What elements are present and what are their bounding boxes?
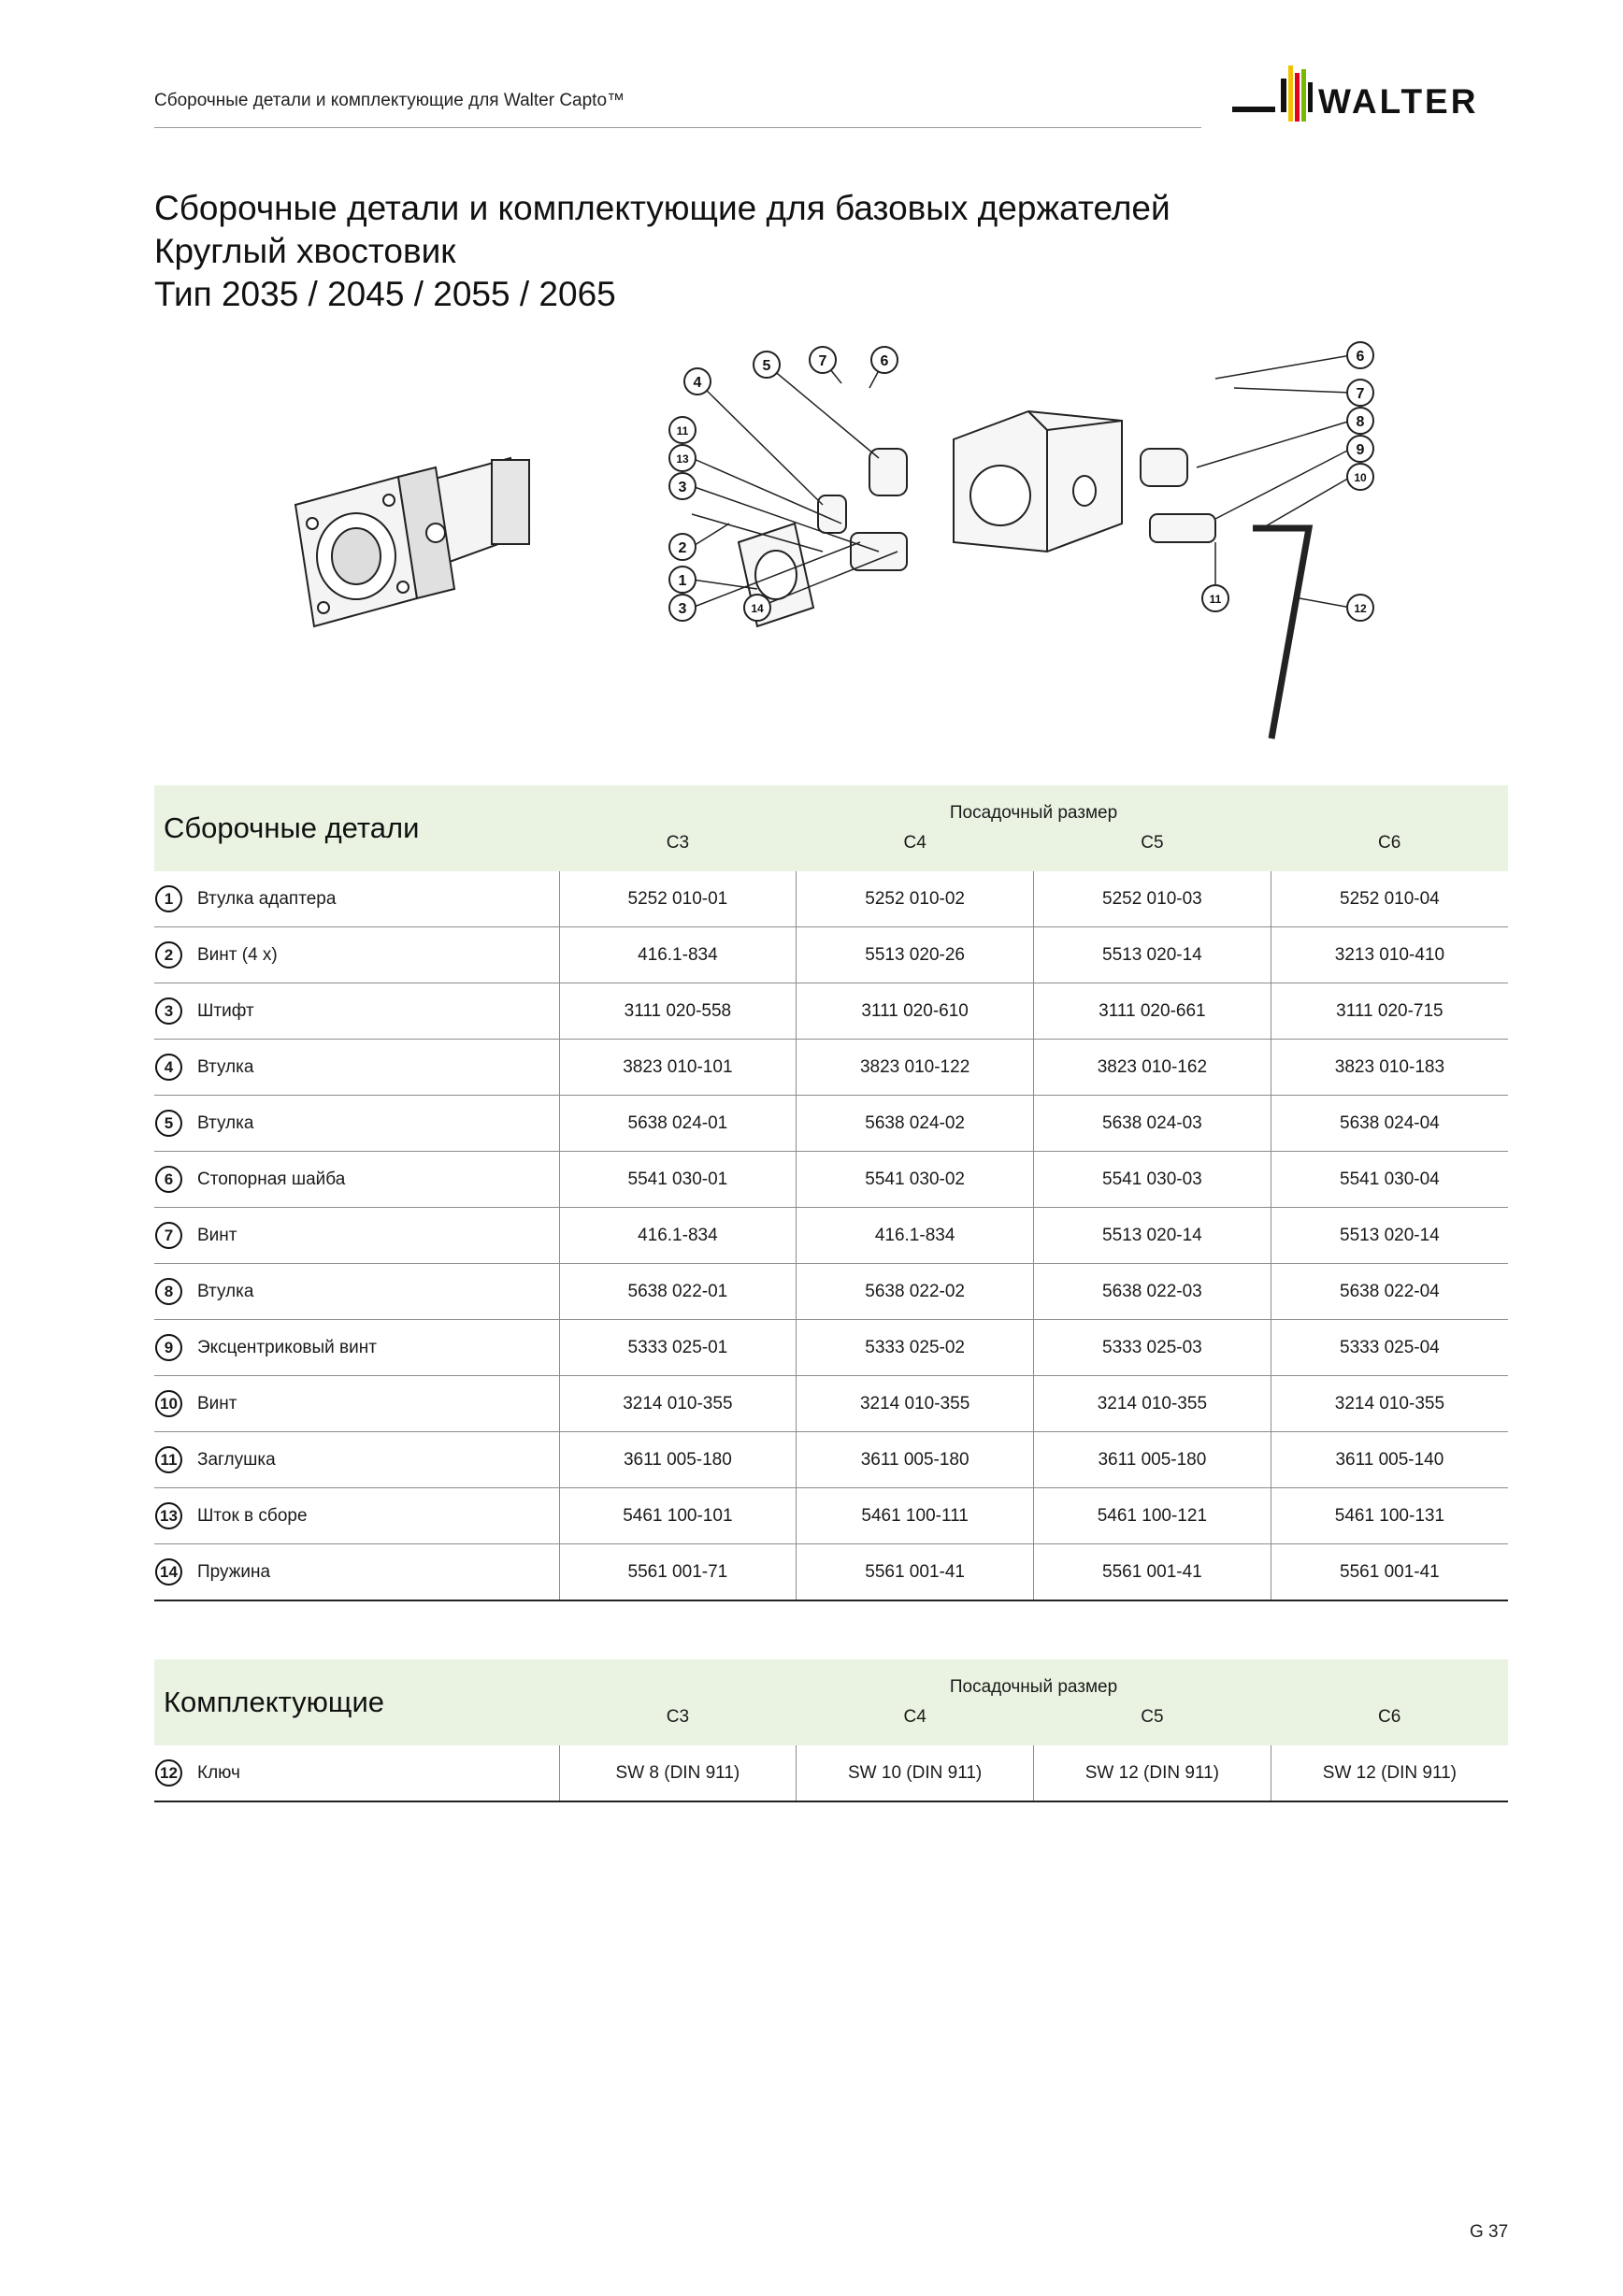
svg-text:6: 6 (880, 353, 889, 369)
part-number-cell: 5541 030-03 (1034, 1152, 1271, 1208)
part-number-cell: 3111 020-610 (797, 983, 1034, 1040)
part-number-cell: SW 12 (DIN 911) (1271, 1745, 1508, 1801)
part-number-cell: 3111 020-715 (1271, 983, 1508, 1040)
part-name-cell (154, 1152, 559, 1208)
position-number-badge: 14 (155, 1558, 182, 1586)
callout-1 (669, 567, 696, 593)
position-number-badge: 13 (155, 1502, 182, 1529)
table-row (154, 871, 1508, 927)
part-name-cell (154, 1040, 559, 1096)
page-title (154, 187, 1171, 316)
part-number-cell: 5252 010-04 (1271, 871, 1508, 927)
table-row (154, 1320, 1508, 1376)
svg-text:8: 8 (1356, 414, 1365, 430)
position-number-badge: 4 (155, 1054, 182, 1081)
part-name: Винт (4 x) (197, 944, 278, 965)
product-illustration (277, 439, 557, 664)
callout-3b (669, 595, 696, 621)
part-number-cell: 5513 020-26 (797, 927, 1034, 983)
callout-12 (1347, 595, 1373, 621)
part-name: Втулка адаптера (197, 888, 337, 909)
size-header: C6 (1271, 1701, 1508, 1745)
position-number-badge: 8 (155, 1278, 182, 1305)
table-row (154, 1488, 1508, 1544)
svg-text:9: 9 (1356, 442, 1365, 458)
title-line-1: Сборочные детали и комплектующие для базовых держателей (154, 189, 1171, 227)
part-name-cell (154, 1488, 559, 1544)
part-name: Винт (197, 1225, 237, 1245)
size-header: C4 (797, 827, 1034, 871)
walter-logo-text: WALTER (1318, 82, 1479, 121)
part-number-cell: 3214 010-355 (797, 1376, 1034, 1432)
table-row (154, 1264, 1508, 1320)
part-name: Эксцентриковый винт (197, 1337, 377, 1357)
size-header: C4 (797, 1701, 1034, 1745)
svg-text:13: 13 (676, 452, 689, 466)
part-name: Втулка (197, 1281, 254, 1301)
accessories-table (154, 1659, 1508, 1802)
svg-text:5: 5 (762, 358, 771, 374)
part-name-cell (154, 1432, 559, 1488)
part-name: Ключ (197, 1762, 240, 1783)
svg-text:4: 4 (693, 375, 702, 391)
part-number-cell: 416.1-834 (559, 927, 797, 983)
part-number-cell: 3214 010-355 (1034, 1376, 1271, 1432)
part-number-cell: 5333 025-02 (797, 1320, 1034, 1376)
callout-3 (669, 473, 696, 499)
part-number-cell: 5252 010-01 (559, 871, 797, 927)
part-number-cell: 5461 100-101 (559, 1488, 797, 1544)
table-row (154, 1096, 1508, 1152)
part-number-cell: 5541 030-01 (559, 1152, 797, 1208)
part-number-cell: 5541 030-04 (1271, 1152, 1508, 1208)
part-number-cell: 5513 020-14 (1034, 927, 1271, 983)
svg-text:1: 1 (678, 573, 687, 589)
svg-text:14: 14 (751, 602, 764, 615)
accessories-table-title: Комплектующие (154, 1659, 559, 1745)
hex-key (1253, 528, 1309, 739)
size-header: C3 (559, 1701, 797, 1745)
eccentric-screw (1150, 514, 1215, 542)
part-name-cell (154, 927, 559, 983)
part-number-cell: 3214 010-355 (559, 1376, 797, 1432)
table-row (154, 1152, 1508, 1208)
table-row (154, 1745, 1508, 1801)
walter-logo (1232, 60, 1509, 131)
svg-text:2: 2 (678, 540, 687, 556)
svg-text:7: 7 (818, 353, 827, 369)
part-number-cell: 5541 030-02 (797, 1152, 1034, 1208)
svg-text:11: 11 (1209, 593, 1222, 606)
part-name: Шток в сборе (197, 1505, 308, 1526)
callout-2 (669, 534, 696, 560)
callout-13 (669, 445, 696, 471)
position-number-badge: 12 (155, 1759, 182, 1787)
callout-8 (1347, 408, 1373, 434)
part-number-cell: 5461 100-121 (1034, 1488, 1271, 1544)
part-number-cell: 5638 024-04 (1271, 1096, 1508, 1152)
position-number-badge: 5 (155, 1110, 182, 1137)
bushing-8 (1141, 449, 1187, 486)
part-number-cell: 3823 010-183 (1271, 1040, 1508, 1096)
exploded-assembly-diagram (654, 327, 1384, 767)
callout-11b (1202, 585, 1228, 611)
callout-11 (669, 417, 696, 443)
svg-text:11: 11 (676, 424, 689, 438)
part-name: Стопорная шайба (197, 1169, 346, 1189)
part-number-cell: 5638 022-02 (797, 1264, 1034, 1320)
part-name: Пружина (197, 1561, 271, 1582)
part-name-cell (154, 1376, 559, 1432)
svg-text:3: 3 (678, 480, 687, 495)
part-number-cell: 5638 024-03 (1034, 1096, 1271, 1152)
part-number-cell: 5638 022-03 (1034, 1264, 1271, 1320)
part-number-cell: 3611 005-180 (1034, 1432, 1271, 1488)
position-number-badge: 7 (155, 1222, 182, 1249)
table-row (154, 1376, 1508, 1432)
callout-9 (1347, 436, 1373, 462)
table-row (154, 1432, 1508, 1488)
svg-text:10: 10 (1354, 471, 1367, 484)
part-number-cell: 5252 010-03 (1034, 871, 1271, 927)
part-name-cell (154, 983, 559, 1040)
part-number-cell: 3213 010-410 (1271, 927, 1508, 983)
part-number-cell: 5561 001-41 (1034, 1544, 1271, 1601)
part-number-cell: 5561 001-71 (559, 1544, 797, 1601)
part-number-cell: 3611 005-180 (797, 1432, 1034, 1488)
part-number-cell: 5561 001-41 (797, 1544, 1034, 1601)
part-number-cell: 3823 010-101 (559, 1040, 797, 1096)
part-number-cell: 5638 022-01 (559, 1264, 797, 1320)
position-number-badge: 6 (155, 1166, 182, 1193)
position-number-badge: 1 (155, 885, 182, 912)
table-row (154, 1208, 1508, 1264)
part-number-cell: 3611 005-180 (559, 1432, 797, 1488)
part-name-cell (154, 1320, 559, 1376)
running-header: Сборочные детали и комплектующие для Walter Capto™ (154, 91, 625, 110)
part-number-cell: SW 10 (DIN 911) (797, 1745, 1034, 1801)
part-number-cell: 416.1-834 (797, 1208, 1034, 1264)
page-number: G 37 (1470, 2222, 1509, 2242)
part-name-cell (154, 1264, 559, 1320)
svg-text:3: 3 (678, 601, 687, 617)
parts-table-group-label: Посадочный размер (559, 785, 1508, 827)
part-number-cell: 3823 010-162 (1034, 1040, 1271, 1096)
part-name-cell (154, 1096, 559, 1152)
part-number-cell: 5638 024-01 (559, 1096, 797, 1152)
size-header: C3 (559, 827, 797, 871)
table-row (154, 1544, 1508, 1601)
table-row (154, 1040, 1508, 1096)
callout-6b (1347, 342, 1373, 368)
svg-text:6: 6 (1356, 349, 1365, 365)
part-name-cell (154, 1208, 559, 1264)
parts-table (154, 785, 1508, 1601)
part-number-cell: 5461 100-111 (797, 1488, 1034, 1544)
position-number-badge: 2 (155, 941, 182, 969)
part-number-cell: 5513 020-14 (1271, 1208, 1508, 1264)
part-name-cell (154, 1745, 559, 1801)
part-name: Втулка (197, 1056, 254, 1077)
title-line-2: Круглый хвостовик (154, 232, 456, 270)
part-number-cell: 3111 020-661 (1034, 983, 1271, 1040)
part-number-cell: 5513 020-14 (1034, 1208, 1271, 1264)
size-header: C5 (1034, 827, 1271, 871)
part-number-cell: 5638 022-04 (1271, 1264, 1508, 1320)
svg-text:12: 12 (1354, 602, 1367, 615)
part-name-cell (154, 1544, 559, 1601)
part-number-cell: 5638 024-02 (797, 1096, 1034, 1152)
part-name: Штифт (197, 1000, 254, 1021)
part-number-cell: SW 12 (DIN 911) (1034, 1745, 1271, 1801)
accessories-table-group-label: Посадочный размер (559, 1659, 1508, 1701)
size-header: C6 (1271, 827, 1508, 871)
title-line-3: Тип 2035 / 2045 / 2055 / 2065 (154, 275, 616, 313)
callout-7b (1347, 380, 1373, 406)
part-number-cell: 5333 025-04 (1271, 1320, 1508, 1376)
callout-10 (1347, 464, 1373, 490)
part-number-cell: 5252 010-02 (797, 871, 1034, 927)
bushing-4 (818, 495, 846, 533)
header-divider (154, 127, 1201, 128)
callout-5 (754, 352, 780, 378)
part-name: Заглушка (197, 1449, 276, 1470)
part-number-cell: SW 8 (DIN 911) (559, 1745, 797, 1801)
svg-text:7: 7 (1356, 386, 1365, 402)
table-row (154, 927, 1508, 983)
part-number-cell: 5333 025-03 (1034, 1320, 1271, 1376)
position-number-badge: 3 (155, 997, 182, 1025)
part-number-cell: 5333 025-01 (559, 1320, 797, 1376)
part-name: Втулка (197, 1112, 254, 1133)
callout-4 (684, 368, 711, 395)
callout-14 (744, 595, 770, 621)
part-number-cell: 5461 100-131 (1271, 1488, 1508, 1544)
part-name-cell (154, 871, 559, 927)
position-number-badge: 11 (155, 1446, 182, 1473)
position-number-badge: 10 (155, 1390, 182, 1417)
part-name: Винт (197, 1393, 237, 1413)
part-number-cell: 3214 010-355 (1271, 1376, 1508, 1432)
position-number-badge: 9 (155, 1334, 182, 1361)
parts-table-title: Сборочные детали (154, 785, 559, 871)
part-number-cell: 3611 005-140 (1271, 1432, 1508, 1488)
callout-6 (871, 347, 898, 373)
part-number-cell: 3823 010-122 (797, 1040, 1034, 1096)
table-row (154, 983, 1508, 1040)
part-number-cell: 5561 001-41 (1271, 1544, 1508, 1601)
part-number-cell: 3111 020-558 (559, 983, 797, 1040)
callout-7 (810, 347, 836, 373)
size-header: C5 (1034, 1701, 1271, 1745)
part-number-cell: 416.1-834 (559, 1208, 797, 1264)
